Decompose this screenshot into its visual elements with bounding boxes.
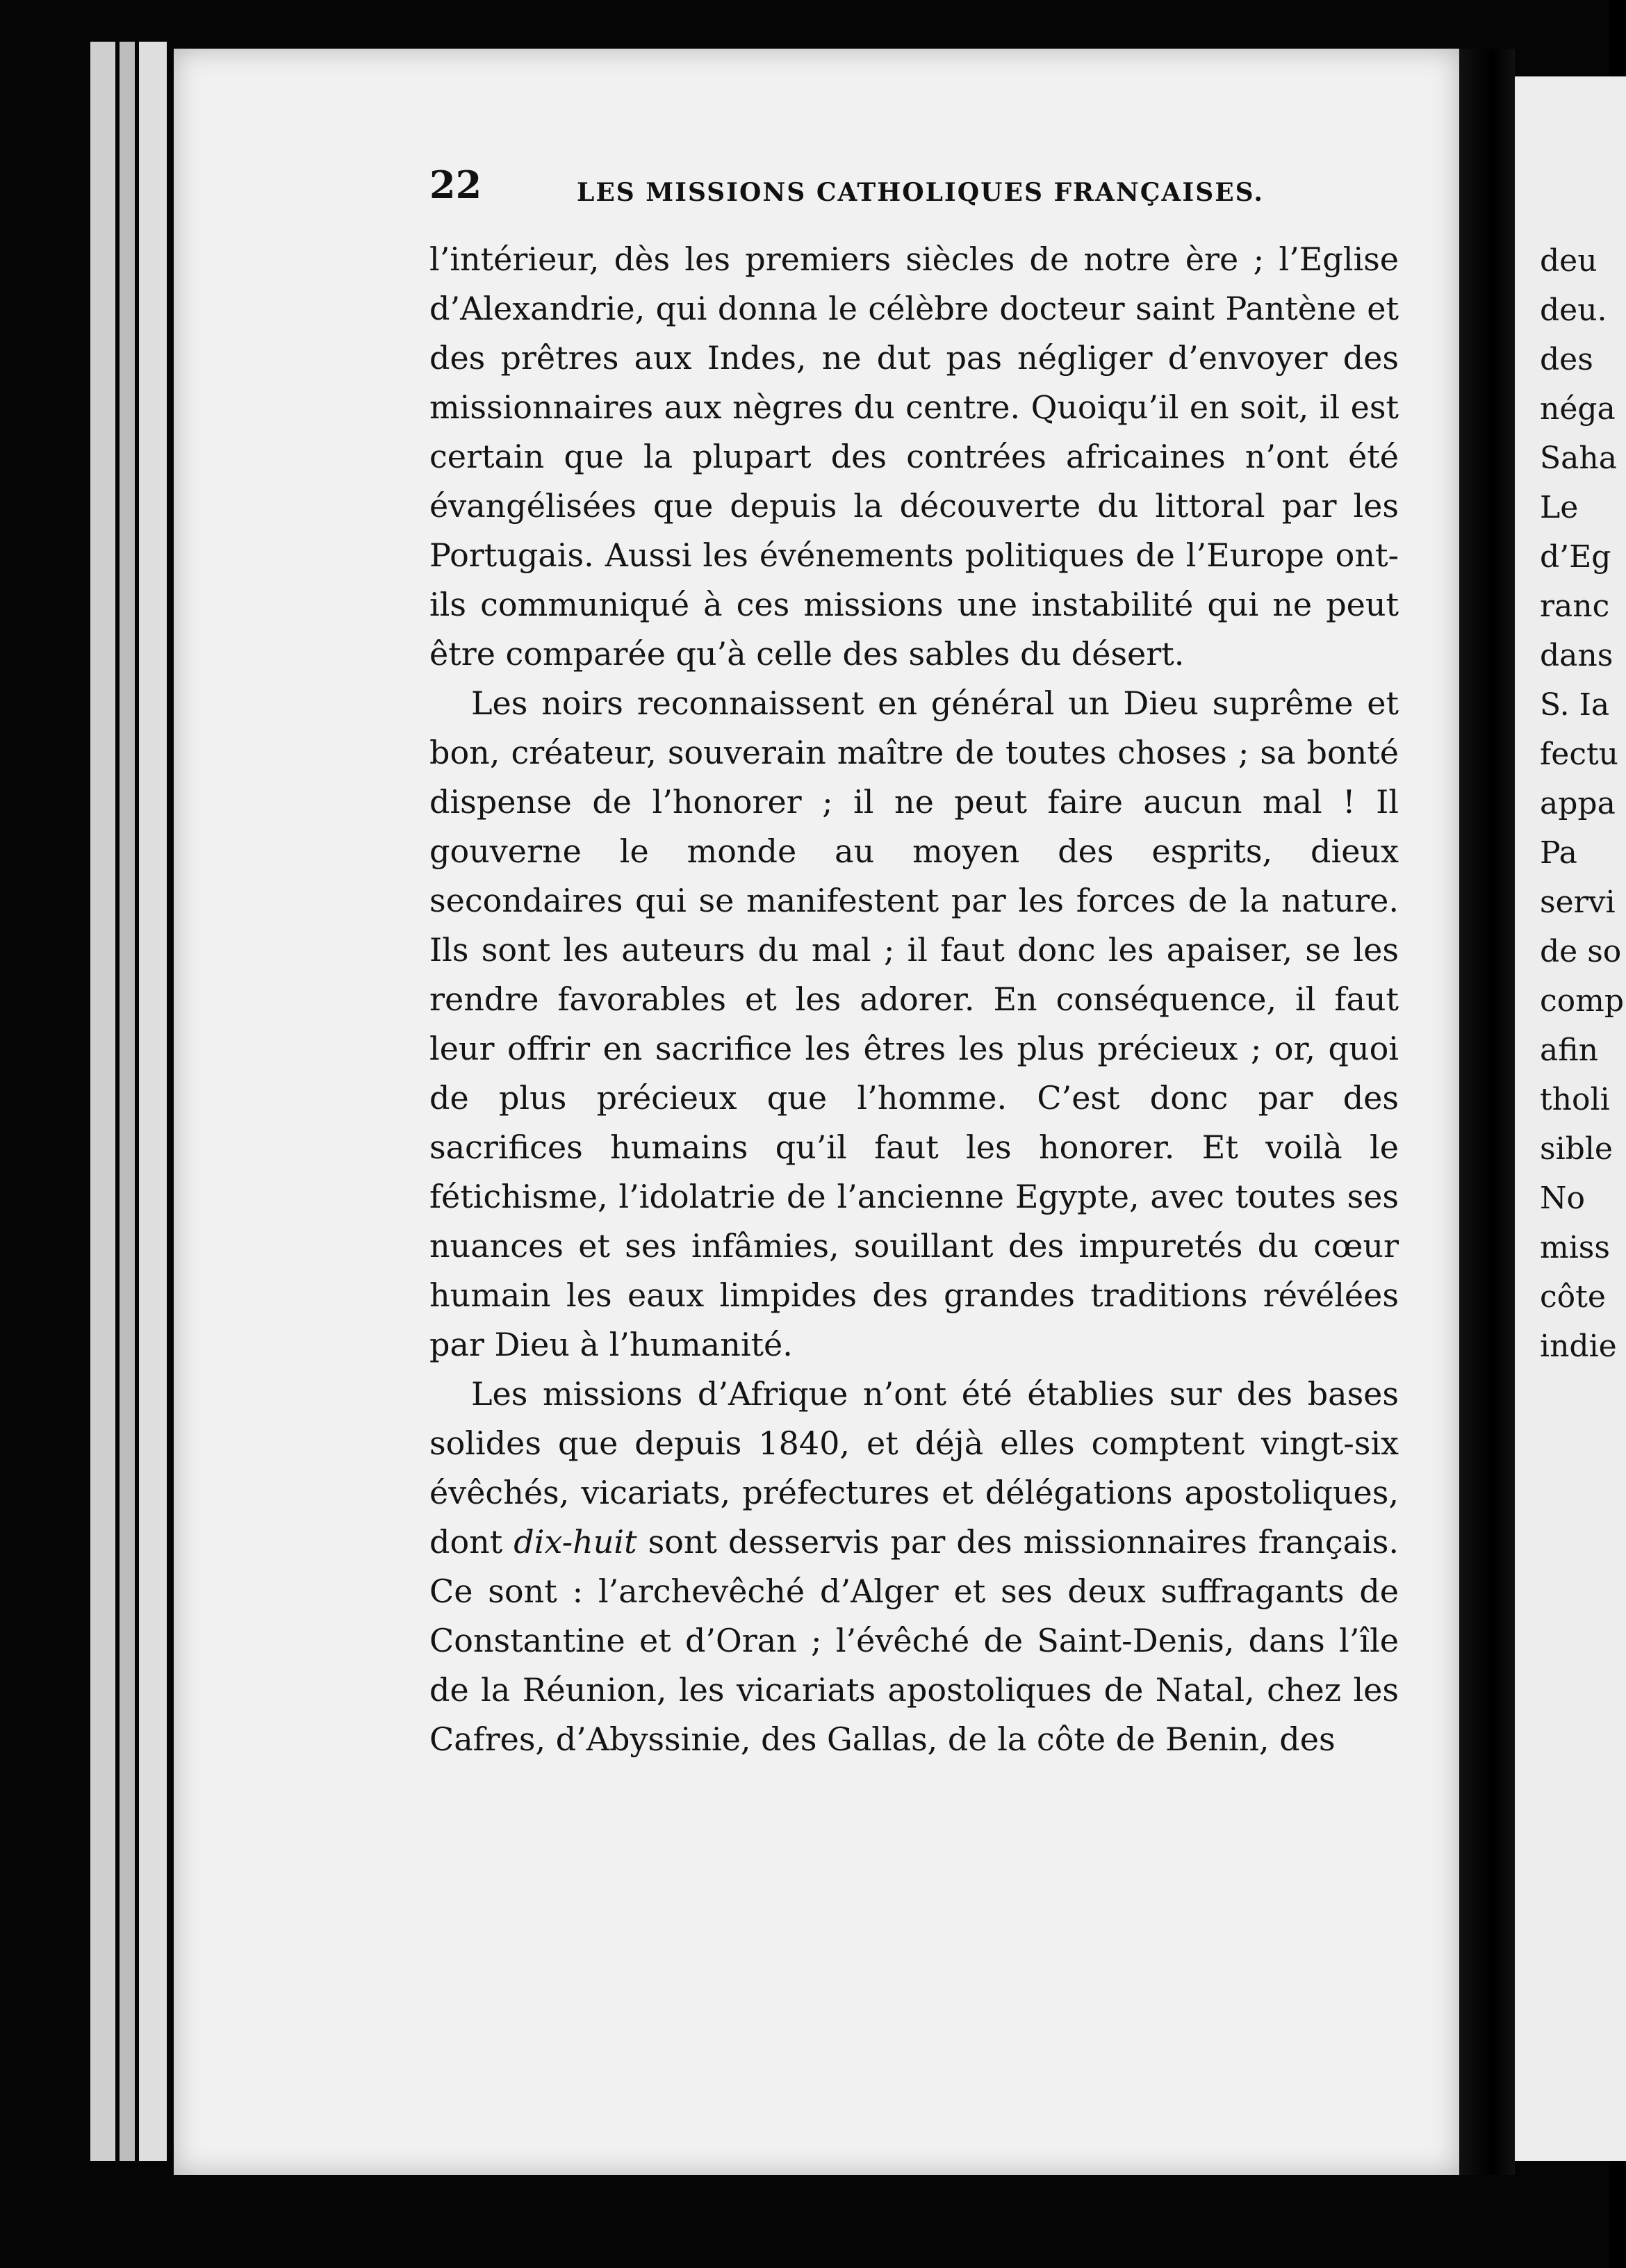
page-number: 22 bbox=[429, 163, 482, 207]
paragraph bbox=[429, 1370, 1399, 1764]
running-title: LES MISSIONS CATHOLIQUES FRANÇAISES. bbox=[577, 178, 1264, 207]
adjacent-page-lines bbox=[1540, 236, 1624, 1371]
adjacent-line: S. Ia bbox=[1540, 687, 1610, 723]
adjacent-line: côte bbox=[1540, 1279, 1606, 1315]
adjacent-line: miss bbox=[1540, 1230, 1610, 1265]
adjacent-line: néga bbox=[1540, 391, 1616, 427]
adjacent-line: Le bbox=[1540, 490, 1579, 525]
adjacent-line: appa bbox=[1540, 786, 1616, 821]
adjacent-line: tholi bbox=[1540, 1082, 1610, 1117]
adjacent-line: des bbox=[1540, 342, 1593, 377]
adjacent-line: ranc bbox=[1540, 589, 1610, 624]
adjacent-line: sible bbox=[1540, 1131, 1613, 1167]
adjacent-line: d’Eg bbox=[1540, 539, 1611, 575]
adjacent-line: de so bbox=[1540, 934, 1622, 969]
adjacent-line: No bbox=[1540, 1181, 1585, 1216]
adjacent-line: indie bbox=[1540, 1329, 1617, 1364]
adjacent-line: afin bbox=[1540, 1033, 1598, 1068]
adjacent-line: deu bbox=[1540, 243, 1598, 279]
italic-text: dix-huit bbox=[514, 1523, 637, 1561]
gutter bbox=[1459, 49, 1515, 2175]
paragraph: l’intérieur, dès les premiers siècles de notre ère ; l’Eglise d’Alexandrie, qui donna le célèbre docteur saint Pantène et des prêtres aux Indes, ne dut pas négliger d’envoyer des missionnaires aux nègres du centre. Quoiqu’il en soit, il est certain que la plupart des contrées africaines n’ont été évangélisées que depuis la découverte du littoral par les Portugais. Aussi les événements politiques de l’Europe ont-ils communiqué à ces missions une instabilité qui ne peut être comparée qu’à celle des sables du désert. bbox=[429, 240, 1399, 673]
adjacent-line: fectu bbox=[1540, 737, 1618, 772]
body-text bbox=[429, 235, 1399, 1764]
adjacent-line: Saha bbox=[1540, 441, 1617, 476]
adjacent-line: comp bbox=[1540, 983, 1625, 1019]
adjacent-page bbox=[1515, 76, 1626, 2161]
adjacent-line: Pa bbox=[1540, 835, 1577, 871]
book-edge-strip bbox=[120, 42, 135, 2161]
paragraph-text: Les missions d’Afrique n’ont été établies sur des bases solides que depuis 1840, et déjà elles comptent vingt-six évêchés, vicariats, préfectures et délégations apostoliques, dont bbox=[429, 1375, 1399, 1561]
paragraph-text: sont desservis par des missionnaires français. Ce sont : l’archevêché d’Alger et ses deux suffragants de Constantine et d’Oran ; l’évêché de Saint-Denis, dans l’île de la Réunion, les vicariats apostoliques de Natal, chez les Cafres, d’Abyssinie, des Gallas, de la côte de Benin, des bbox=[429, 1523, 1399, 1758]
adjacent-line: deu. bbox=[1540, 293, 1607, 328]
adjacent-line: servi bbox=[1540, 885, 1616, 920]
book-edge-strip bbox=[90, 42, 115, 2161]
paragraph: Les noirs reconnaissent en général un Dieu suprême et bon, créateur, souverain maître de toutes choses ; sa bonté dispense de l’honorer ; il ne peut faire aucun mal ! Il gouverne le monde au moyen des esprits, dieux secondaires qui se manifestent par les forces de la nature. Ils sont les auteurs du mal ; il faut donc les apaiser, se les rendre favorables et les adorer. En conséquence, il faut leur offrir en sacrifice les êtres les plus précieux ; or, quoi de plus précieux que l’homme. C’est donc par des sacrifices humains qu’il faut les honorer. Et voilà le fétichisme, l’idolatrie de l’ancienne Egypte, avec toutes ses nuances et ses infâmies, souillant des impuretés du cœur humain les eaux limpides des grandes traditions révélées par Dieu à l’humanité. bbox=[429, 684, 1399, 1363]
adjacent-line: dans bbox=[1540, 638, 1613, 673]
book-edge-strip bbox=[139, 42, 167, 2161]
